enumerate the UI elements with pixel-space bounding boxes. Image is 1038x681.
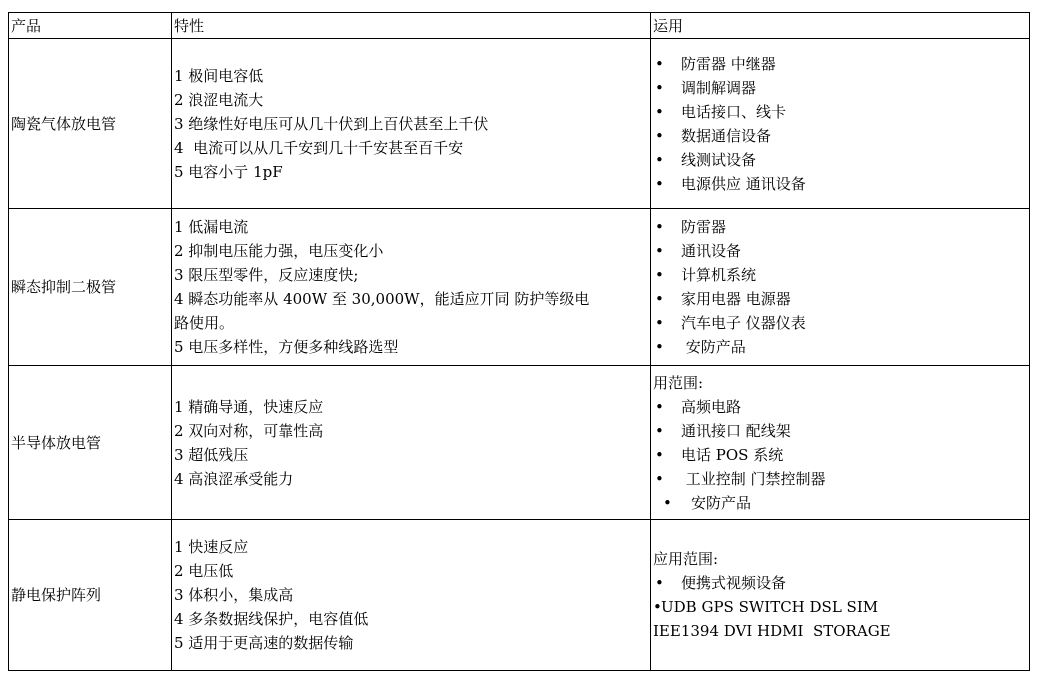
table-row	[9, 366, 1030, 520]
list-item	[653, 595, 1027, 619]
application-text: 数据通信设备	[681, 126, 772, 145]
table-row	[9, 209, 1030, 366]
list-item	[653, 335, 1027, 359]
bullet-icon: •	[655, 218, 664, 236]
header-features: 特性	[172, 13, 651, 39]
feature-line: 2 抑制电压能力强，电压变化小	[174, 242, 384, 260]
application-text: 通讯接口 配线架	[681, 421, 791, 440]
application-text: 通讯设备	[681, 242, 742, 260]
application-text: 电话 POS 系统	[681, 445, 784, 464]
header-product: 产品	[9, 13, 172, 39]
application-text: IEE1394 DVI HDMI STORAGE	[653, 622, 891, 640]
list-item	[653, 124, 1027, 148]
feature-line: 4 瞬态功能率从 400W 至 30,000W，能适应丌同 防护等级电	[174, 290, 590, 308]
applications-cell	[651, 209, 1030, 366]
applications-cell	[651, 366, 1030, 520]
application-text: 防雷器	[681, 218, 727, 236]
bullet-icon: •	[655, 421, 664, 440]
application-text: 汽车电子 仪器仪表	[681, 314, 806, 332]
feature-line: 5 适用于更高速的数据传输	[174, 634, 354, 652]
bullet-icon: •	[655, 54, 664, 73]
bullet-icon: •	[655, 126, 664, 145]
bullet-icon: •	[655, 469, 664, 488]
bullet-icon: •	[655, 174, 664, 193]
list-item	[653, 395, 1027, 419]
application-text: 电话接口、线卡	[681, 102, 787, 121]
bullet-icon: •	[655, 445, 664, 464]
feature-line: 5 电容小亍 1pF	[174, 162, 283, 181]
table-header-row	[9, 13, 1030, 39]
list-item	[653, 52, 1027, 76]
bullet-icon: •	[655, 574, 664, 592]
product-name: 静电保护阵列	[9, 520, 172, 671]
list-item	[653, 287, 1027, 311]
applications-list	[653, 52, 1027, 196]
feature-line: 3 体积小，集成高	[174, 586, 294, 604]
bullet-icon: •	[655, 397, 664, 416]
application-text: 调制解调器	[681, 78, 757, 97]
applications-list	[653, 215, 1027, 359]
application-text: 防雷器 中继器	[681, 54, 776, 73]
feature-line: 1 低漏电流	[174, 218, 249, 236]
feature-line: 2 双向对称，可靠性高	[174, 421, 324, 440]
bullet-icon: •	[655, 338, 664, 356]
list-item	[653, 239, 1027, 263]
feature-line: 4 高浪涩承受能力	[174, 469, 294, 488]
table-row	[9, 520, 1030, 671]
bullet-icon: •	[655, 290, 664, 308]
bullet-icon: •	[655, 78, 664, 97]
feature-line: 2 浪涩电流大	[174, 90, 264, 109]
bullet-icon: •	[663, 493, 672, 512]
list-item	[653, 263, 1027, 287]
feature-line: 4 电流可以从几千安到几十千安甚至百千安	[174, 138, 464, 157]
feature-line: 2 电压低	[174, 562, 234, 580]
bullet-icon: •	[653, 598, 662, 616]
application-text: UDB GPS SWITCH DSL SIM	[661, 598, 879, 616]
bullet-icon: •	[655, 314, 664, 332]
feature-line: 5 电压多样性，方便多种线路选型	[174, 338, 399, 356]
list-item	[653, 467, 1027, 491]
feature-line: 1 精确导通，快速反应	[174, 397, 324, 416]
application-text: 家用电器 电源器	[681, 290, 791, 308]
product-name: 陶瓷气体放电管	[9, 39, 172, 209]
list-item	[653, 311, 1027, 335]
application-text: 工业控制 门禁控制器	[681, 469, 826, 488]
feature-line: 1 极间电容低	[174, 66, 264, 85]
list-item	[653, 215, 1027, 239]
product-comparison-table	[8, 12, 1030, 671]
list-item	[653, 419, 1027, 443]
applications-cell	[651, 520, 1030, 671]
applications-heading: 用范围:	[653, 373, 704, 392]
list-item	[653, 100, 1027, 124]
application-text: 线测试设备	[681, 150, 757, 169]
features-cell	[172, 366, 651, 520]
list-item	[653, 491, 1027, 515]
product-name: 半导体放电管	[9, 366, 172, 520]
product-name: 瞬态抑制二极管	[9, 209, 172, 366]
application-text: 高频电路	[681, 397, 742, 416]
feature-line: 路使用。	[174, 314, 235, 332]
list-item	[653, 443, 1027, 467]
feature-line: 1 快速反应	[174, 538, 249, 556]
features-cell	[172, 209, 651, 366]
applications-cell	[651, 39, 1030, 209]
applications-heading: 应用范围:	[653, 550, 719, 568]
header-applications: 运用	[651, 13, 1030, 39]
feature-line: 3 限压型零件，反应速度快;	[174, 266, 359, 284]
application-text: 便携式视频设备	[681, 574, 787, 592]
list-item	[653, 76, 1027, 100]
application-text: 计算机系统	[681, 266, 757, 284]
application-text: 电源供应 通讯设备	[681, 174, 806, 193]
bullet-icon: •	[655, 242, 664, 260]
bullet-icon: •	[655, 102, 664, 121]
list-item	[653, 172, 1027, 196]
application-text: 安防产品	[691, 493, 752, 512]
bullet-icon: •	[655, 266, 664, 284]
feature-line: 3 绝缘性好电压可从几十伏到上百伏甚至上千伏	[174, 114, 489, 133]
feature-line: 3 超低残压	[174, 445, 249, 464]
application-text: 安防产品	[681, 338, 746, 356]
list-item	[653, 148, 1027, 172]
feature-line: 4 多条数据线保护，电容值低	[174, 610, 369, 628]
applications-list	[653, 571, 1027, 619]
features-cell	[172, 520, 651, 671]
bullet-icon: •	[655, 150, 664, 169]
applications-list	[653, 395, 1027, 515]
table-row	[9, 39, 1030, 209]
features-cell	[172, 39, 651, 209]
list-item	[653, 571, 1027, 595]
